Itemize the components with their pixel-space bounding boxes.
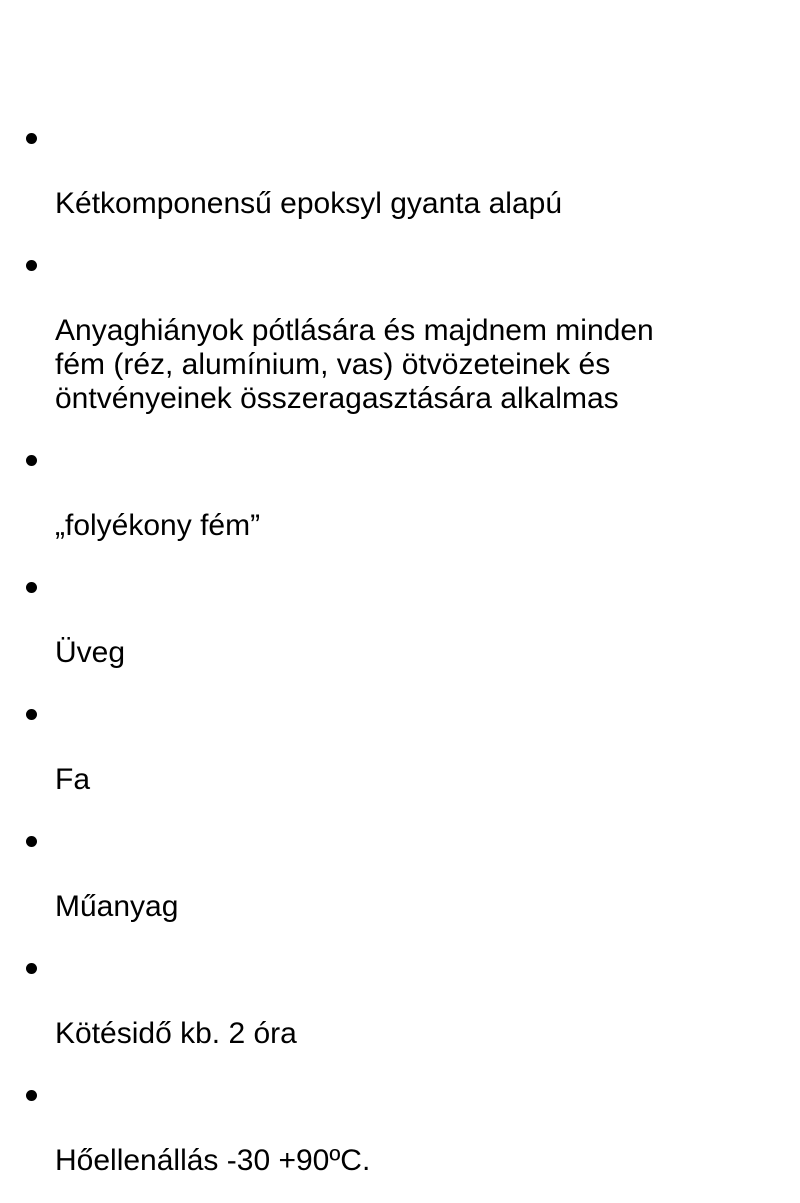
list-item bbox=[0, 119, 800, 221]
bullet-icon bbox=[26, 133, 37, 144]
list-item bbox=[0, 695, 800, 797]
list-item bbox=[0, 568, 800, 670]
bullet-icon bbox=[26, 260, 37, 271]
list-item-text: Anyaghiányok pótlására és majdnem minden fém (réz, alumínium, vas) ötvözeteinek és öntvényeinek összeragasztására alkalmas bbox=[55, 314, 654, 415]
list-item bbox=[0, 441, 800, 543]
list-item-text: Üveg bbox=[55, 636, 126, 669]
list-item-text: Hőellenállás -30 +90ºC. bbox=[55, 1144, 371, 1177]
list-item-text: Fa bbox=[55, 763, 91, 796]
list-item-text: Kötésidő kb. 2 óra bbox=[55, 1017, 297, 1050]
list-item bbox=[0, 822, 800, 924]
bullet-icon bbox=[26, 709, 37, 720]
bullet-icon bbox=[26, 582, 37, 593]
list-item-text: Kétkomponensű epoksyl gyanta alapú bbox=[55, 187, 563, 220]
list-item bbox=[0, 949, 800, 1051]
list-item bbox=[0, 1076, 800, 1178]
bullet-icon bbox=[26, 963, 37, 974]
bullet-icon bbox=[26, 1090, 37, 1101]
list-item-text: „folyékony fém” bbox=[55, 509, 261, 542]
feature-list bbox=[0, 119, 800, 1203]
bullet-icon bbox=[26, 836, 37, 847]
bullet-icon bbox=[26, 455, 37, 466]
list-item bbox=[0, 246, 800, 416]
list-item-text: Műanyag bbox=[55, 890, 179, 923]
